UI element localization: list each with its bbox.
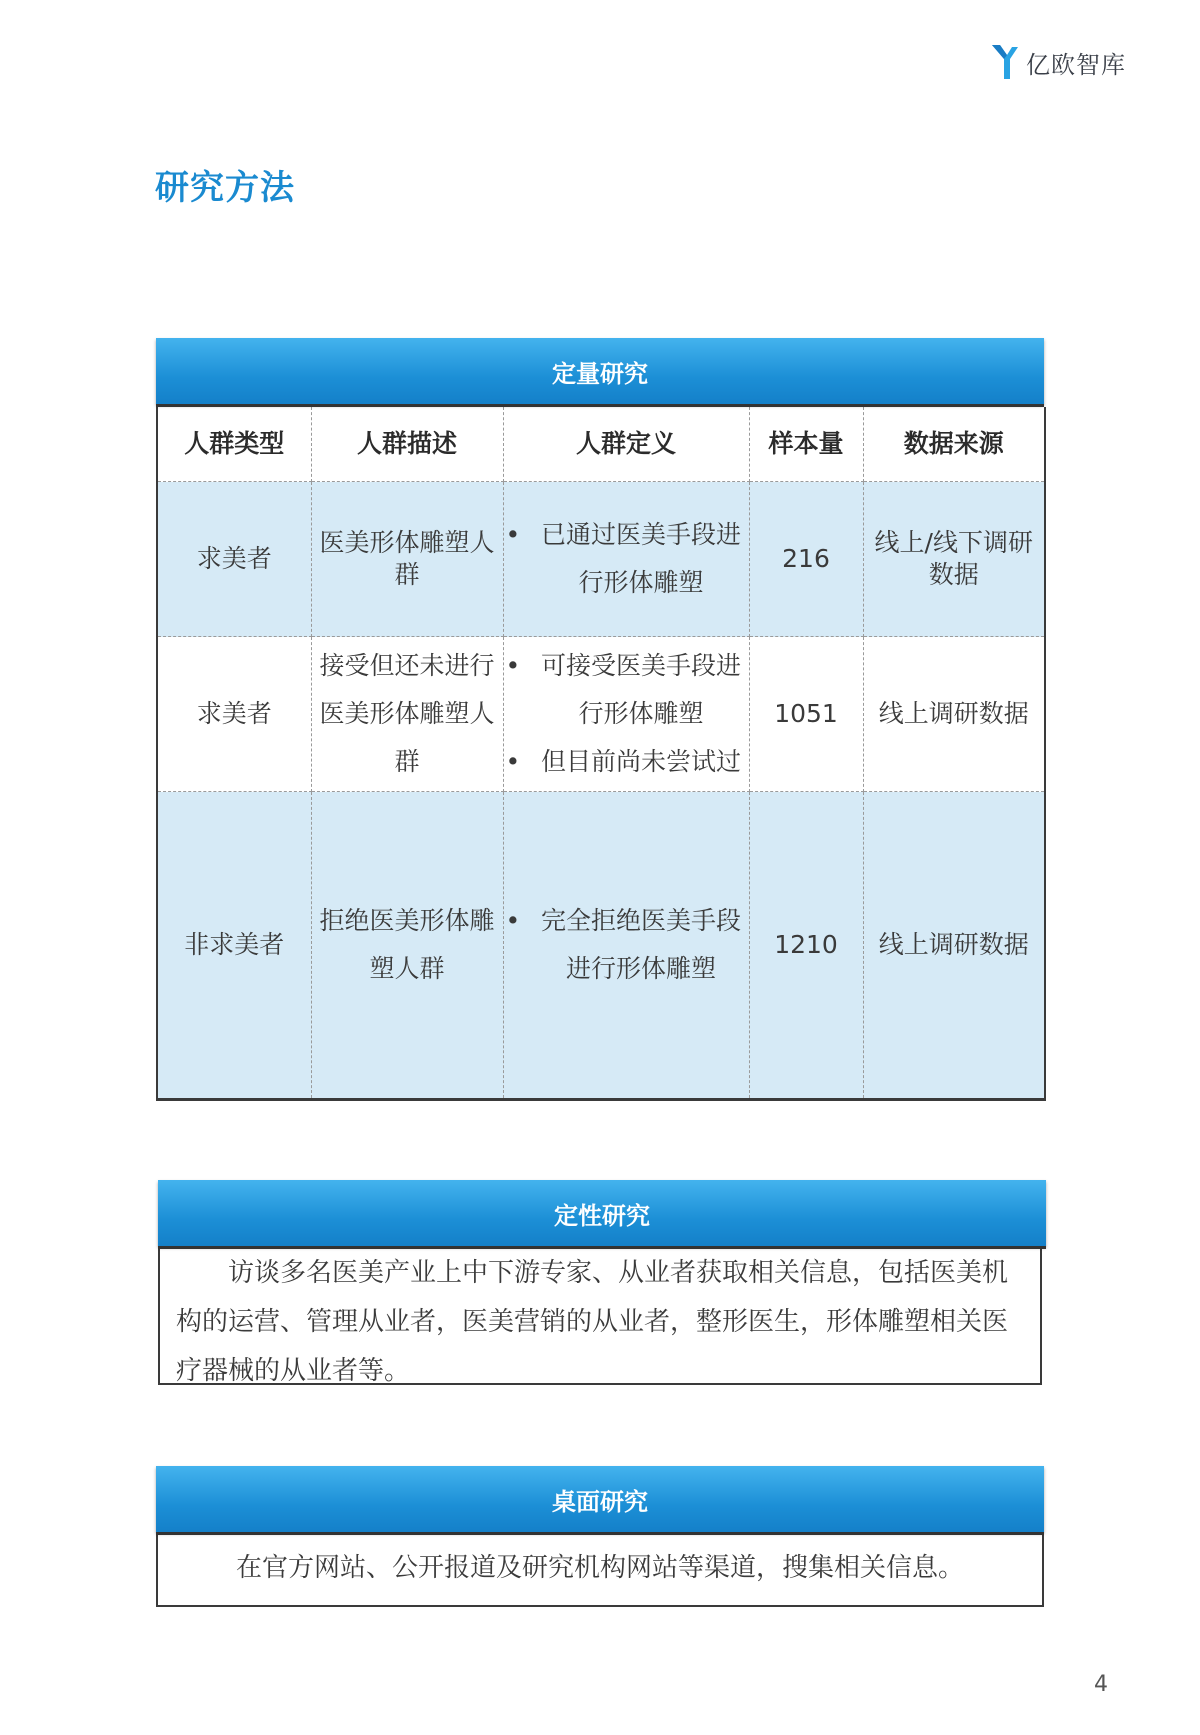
data-source: 线上调研数据 <box>863 637 1045 792</box>
bullet: • <box>505 520 521 549</box>
group-description: 接受但还未进行医美形体雕塑人群 <box>311 637 503 792</box>
column-header: 人群描述 <box>311 407 503 482</box>
column-header: 样本量 <box>749 407 863 482</box>
group-type: 求美者 <box>157 637 311 792</box>
bullet: • <box>505 906 521 935</box>
quantitative-header: 定量研究 <box>156 338 1044 404</box>
desk-research-text: 在官方网站、公开报道及研究机构网站等渠道，搜集相关信息。 <box>235 1553 964 1583</box>
group-description: 拒绝医美形体雕塑人群 <box>311 792 503 1100</box>
desk-research-header: 桌面研究 <box>156 1466 1044 1532</box>
data-source: 线上调研数据 <box>863 792 1045 1100</box>
quantitative-table <box>156 407 1046 1101</box>
column-header: 人群定义 <box>503 407 749 482</box>
group-type: 求美者 <box>157 482 311 637</box>
yiou-logo-icon <box>990 43 1020 81</box>
sample-size: 1210 <box>749 792 863 1100</box>
definition-text: 可接受医美手段进行形体雕塑 <box>540 651 741 728</box>
desk-research-box <box>156 1535 1044 1607</box>
sample-size: 216 <box>749 482 863 637</box>
table-row <box>157 792 1045 1100</box>
group-definition <box>503 482 749 637</box>
sample-size: 1051 <box>749 637 863 792</box>
page-number: 4 <box>1094 1672 1108 1697</box>
qualitative-header: 定性研究 <box>158 1180 1046 1246</box>
definition-text: 完全拒绝医美手段进行形体雕塑 <box>540 906 741 983</box>
brand-logo <box>990 42 1126 82</box>
table-row <box>157 482 1045 637</box>
column-header: 数据来源 <box>863 407 1045 482</box>
qualitative-box <box>158 1249 1042 1385</box>
qualitative-text: 访谈多名医美产业上中下游专家、从业者获取相关信息，包括医美机构的运营、管理从业者，医美营销的从业者，整形医生，形体雕塑相关医疗器械的从业者等。 <box>176 1258 1009 1386</box>
definition-text: 已通过医美手段进行形体雕塑 <box>540 520 741 597</box>
group-type: 非求美者 <box>157 792 311 1100</box>
table-header-row <box>157 407 1045 482</box>
table-row <box>157 637 1045 792</box>
group-definition <box>503 792 749 1100</box>
bullet: • <box>505 747 521 776</box>
bullet: • <box>505 651 521 680</box>
group-definition <box>503 637 749 792</box>
column-header: 人群类型 <box>157 407 311 482</box>
group-description: 医美形体雕塑人群 <box>311 482 503 637</box>
definition-text: 但目前尚未尝试过 <box>540 747 741 776</box>
data-source: 线上/线下调研数据 <box>863 482 1045 637</box>
page-title: 研究方法 <box>155 168 295 208</box>
brand-name: 亿欧智库 <box>1026 50 1126 79</box>
